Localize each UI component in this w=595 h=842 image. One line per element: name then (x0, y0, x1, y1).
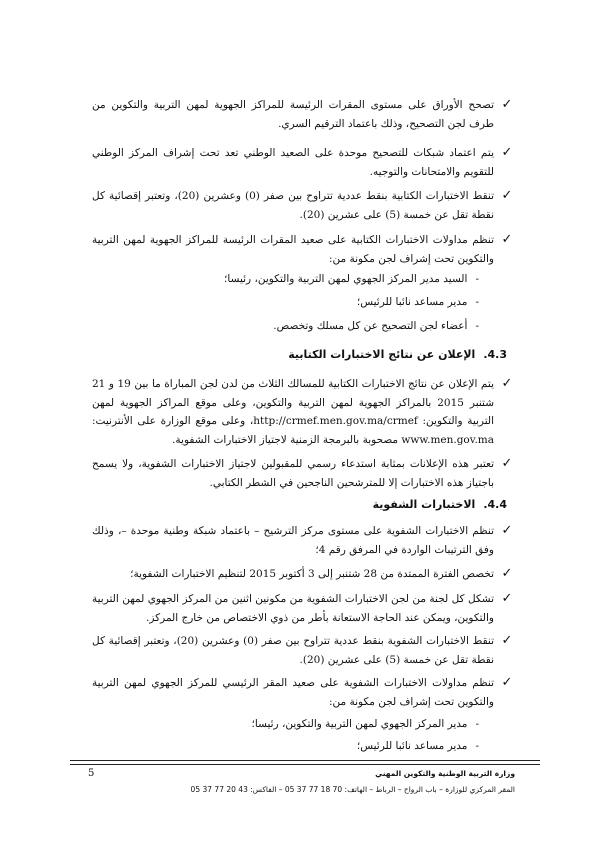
section-title: الاختبارات الشفوية (372, 498, 476, 511)
checkmark-icon: ✓ (501, 376, 513, 391)
sub-item: -مدير مساعد نائبا للرئيس؛ (356, 740, 479, 752)
bullet-text: تنظم الاختبارات الشفوية على مستوى مركز الترشيح – باعتماد شبكة وطنية موحدة –، وذلك وفق الترتيبات الواردة في المرفق رقم 4؛ (92, 525, 494, 556)
checkmark-icon: ✓ (501, 456, 513, 471)
checkmark-icon: ✓ (501, 591, 513, 606)
bullet-item (92, 375, 512, 449)
section-heading (107, 497, 507, 513)
section-title: الإعلان عن نتائج الاختبارات الكتابية (288, 348, 476, 361)
bullet-item (92, 144, 512, 181)
section-number: 4.4. (483, 498, 507, 511)
bullet-text: تشكل كل لجنة من لجن الاختبارات الشفوية من مكونين اثنين من المركز الجهوي لمهن التربية والتكوين، ويمكن عند الحاجة الاستعانة بأطر من ذوي الاختصاص من خارج المركز. (92, 593, 494, 624)
section-heading (107, 347, 507, 363)
footer-rule (70, 760, 540, 765)
bullet-item (92, 674, 512, 711)
checkmark-icon: ✓ (501, 566, 513, 581)
bullet-item (92, 522, 512, 559)
bullet-item (92, 632, 512, 669)
bullet-text: يتم اعتماد شبكات للتصحيح موحدة على الصعيد الوطني تعد تحت إشراف المركز الوطني للتقويم والامتحانات والتوجيه. (92, 147, 494, 178)
checkmark-icon: ✓ (501, 145, 513, 160)
checkmark-icon: ✓ (501, 188, 513, 203)
bullet-item (92, 455, 512, 492)
footer-ministry: وزارة التربية الوطنية والتكوين المهني (375, 769, 515, 778)
bullet-text: تنقط الاختبارات الشفوية بنقط عددية تتراوح بين صفر (0) وعشرين (20)، وتعتبر إقصائية كل نقطة تقل عن خمسة (5) على عشرين (20). (92, 635, 494, 666)
sub-item: -أعضاء لجن التصحيح عن كل مسلك وتخصص. (273, 320, 479, 332)
bullet-text: تنظم مداولات الاختبارات الكتابية على صعيد المقرات الرئيسة للمراكز الجهوية لمهن التربية والتكوين تحت إشراف لجن مكونة من: (92, 234, 494, 265)
bullet-item (92, 231, 512, 268)
bullet-text: تعتبر هذه الإعلانات بمثابة استدعاء رسمي للمقبولين لاجتياز الاختبارات الشفوية، ولا يسمح باجتياز هذه الاختبارات إلا للمترشحين الناجحين في الشطر الكتابي. (92, 458, 494, 489)
sub-item: -السيد مدير المركز الجهوي لمهن التربية والتكوين، رئيسا؛ (224, 273, 479, 285)
checkmark-icon: ✓ (501, 633, 513, 648)
bullet-item (92, 590, 512, 627)
bullet-text: تنقط الاختبارات الكتابية بنقط عددية تتراوح بين صفر (0) وعشرين (20)، وتعتبر إقصائية كل نقطة تقل عن خمسة (5) على عشرين (20). (92, 190, 494, 221)
bullet-text: تنظم مداولات الاختبارات الشفوية على صعيد المقر الرئيسي للمركز الجهوي لمهن التربية والتكوين تحت إشراف لجن مكونة من: (92, 677, 494, 708)
checkmark-icon: ✓ (501, 97, 513, 112)
bullet-text: تصحح الأوراق على مستوى المقرات الرئيسة للمراكز الجهوية لمهن التربية والتكوين من طرف لجن التصحيح، وذلك باعتماد الترقيم السري. (92, 99, 494, 130)
sub-item: -مدير المركز الجهوي لمهن التربية والتكوين، رئيسا؛ (251, 718, 479, 730)
bullet-item (92, 96, 512, 133)
checkmark-icon: ✓ (501, 232, 513, 247)
footer-address: المقر المركزي للوزارة – باب الرواح – الرباط – الهاتف: 70 18 77 37 05 – الفاكس: 43 20 77 37 05 (190, 785, 515, 794)
checkmark-icon: ✓ (501, 523, 513, 538)
sub-item: -مدير مساعد نائبا للرئيس؛ (356, 296, 479, 308)
bullet-item (92, 565, 512, 584)
bullet-item (92, 187, 512, 224)
checkmark-icon: ✓ (501, 675, 513, 690)
bullet-text: يتم الإعلان عن نتائج الاختبارات الكتابية للمسالك الثلاث من لدن لجن المباراة ما بين 19 و 21 شتنبر 2015 بالمراكز الجهوية لمهن التربية والتكوين، وعلى موقع المراكز الجهوية لمهن التربية والتكوين: http://crmef.men.gov.ma/crmef، وعلى موقع الوزارة على الأنترنيت: www.men.gov.ma مصحوبة بالبرمجة الزمنية لاجتياز الاختبارات الشفوية. (92, 378, 494, 446)
page-number: 5 (88, 768, 95, 779)
bullet-text: تخصص الفترة الممتدة من 28 شتنبر إلى 3 أكتوبر 2015 لتنظيم الاختبارات الشفوية؛ (130, 568, 494, 580)
section-number: 4.3. (483, 348, 507, 361)
